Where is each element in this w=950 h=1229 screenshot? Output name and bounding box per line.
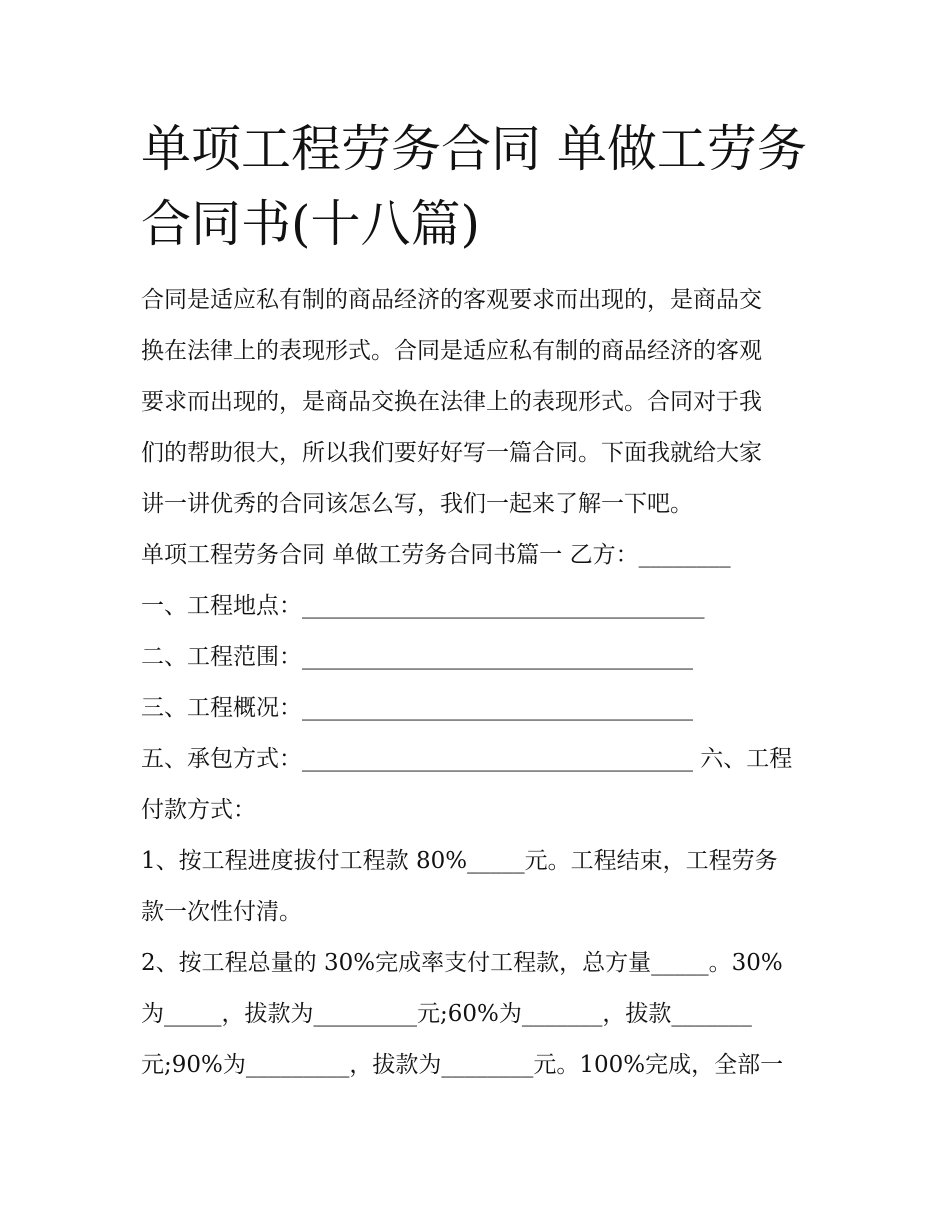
intro-line-1: 合同是适应私有制的商品经济的客观要求而出现的，是商品交 — [141, 287, 762, 313]
intro-line-2: 换在法律上的表现形式。合同是适应私有制的商品经济的客观 — [141, 338, 762, 364]
clause-overview: 三、工程概况：__________________________________ — [141, 695, 693, 721]
payment-item-2-cont-1: 为_____，拔款为_________元;60%为_______，拔款_______ — [141, 1001, 752, 1027]
clause-contract-method: 五、承包方式：__________________________________ 六、工程 — [141, 746, 793, 772]
contract-heading-line: 单项工程劳务合同 单做工劳务合同书篇一 乙方：________ — [141, 542, 731, 568]
document-title — [141, 112, 841, 262]
intro-line-3: 要求而出现的，是商品交换在法律上的表现形式。合同对于我 — [141, 389, 762, 415]
payment-item-1: 1、按工程进度拔付工程款 80%_____元。工程结束，工程劳务 — [141, 848, 778, 874]
payment-item-1-cont: 款一次性付清。 — [141, 899, 302, 925]
clause-location: 一、工程地点：___________________________________ — [141, 593, 705, 619]
clause-payment-method: 付款方式： — [141, 797, 256, 823]
intro-line-5: 讲一讲优秀的合同该怎么写，我们一起来了解一下吧。 — [141, 491, 693, 517]
document-body — [141, 275, 821, 1091]
title-line-2: 合同书(十八篇) — [141, 195, 481, 253]
intro-line-4: 们的帮助很大，所以我们要好好写一篇合同。下面我就给大家 — [141, 440, 762, 466]
clause-scope: 二、工程范围：__________________________________ — [141, 644, 693, 670]
title-line-1: 单项工程劳务合同 单做工劳务 — [141, 120, 807, 178]
payment-item-2-cont-2: 元;90%为_________，拔款为________元。100%完成，全部一 — [141, 1052, 784, 1078]
payment-item-2: 2、按工程总量的 30%完成率支付工程款，总方量_____。30% — [141, 950, 783, 976]
